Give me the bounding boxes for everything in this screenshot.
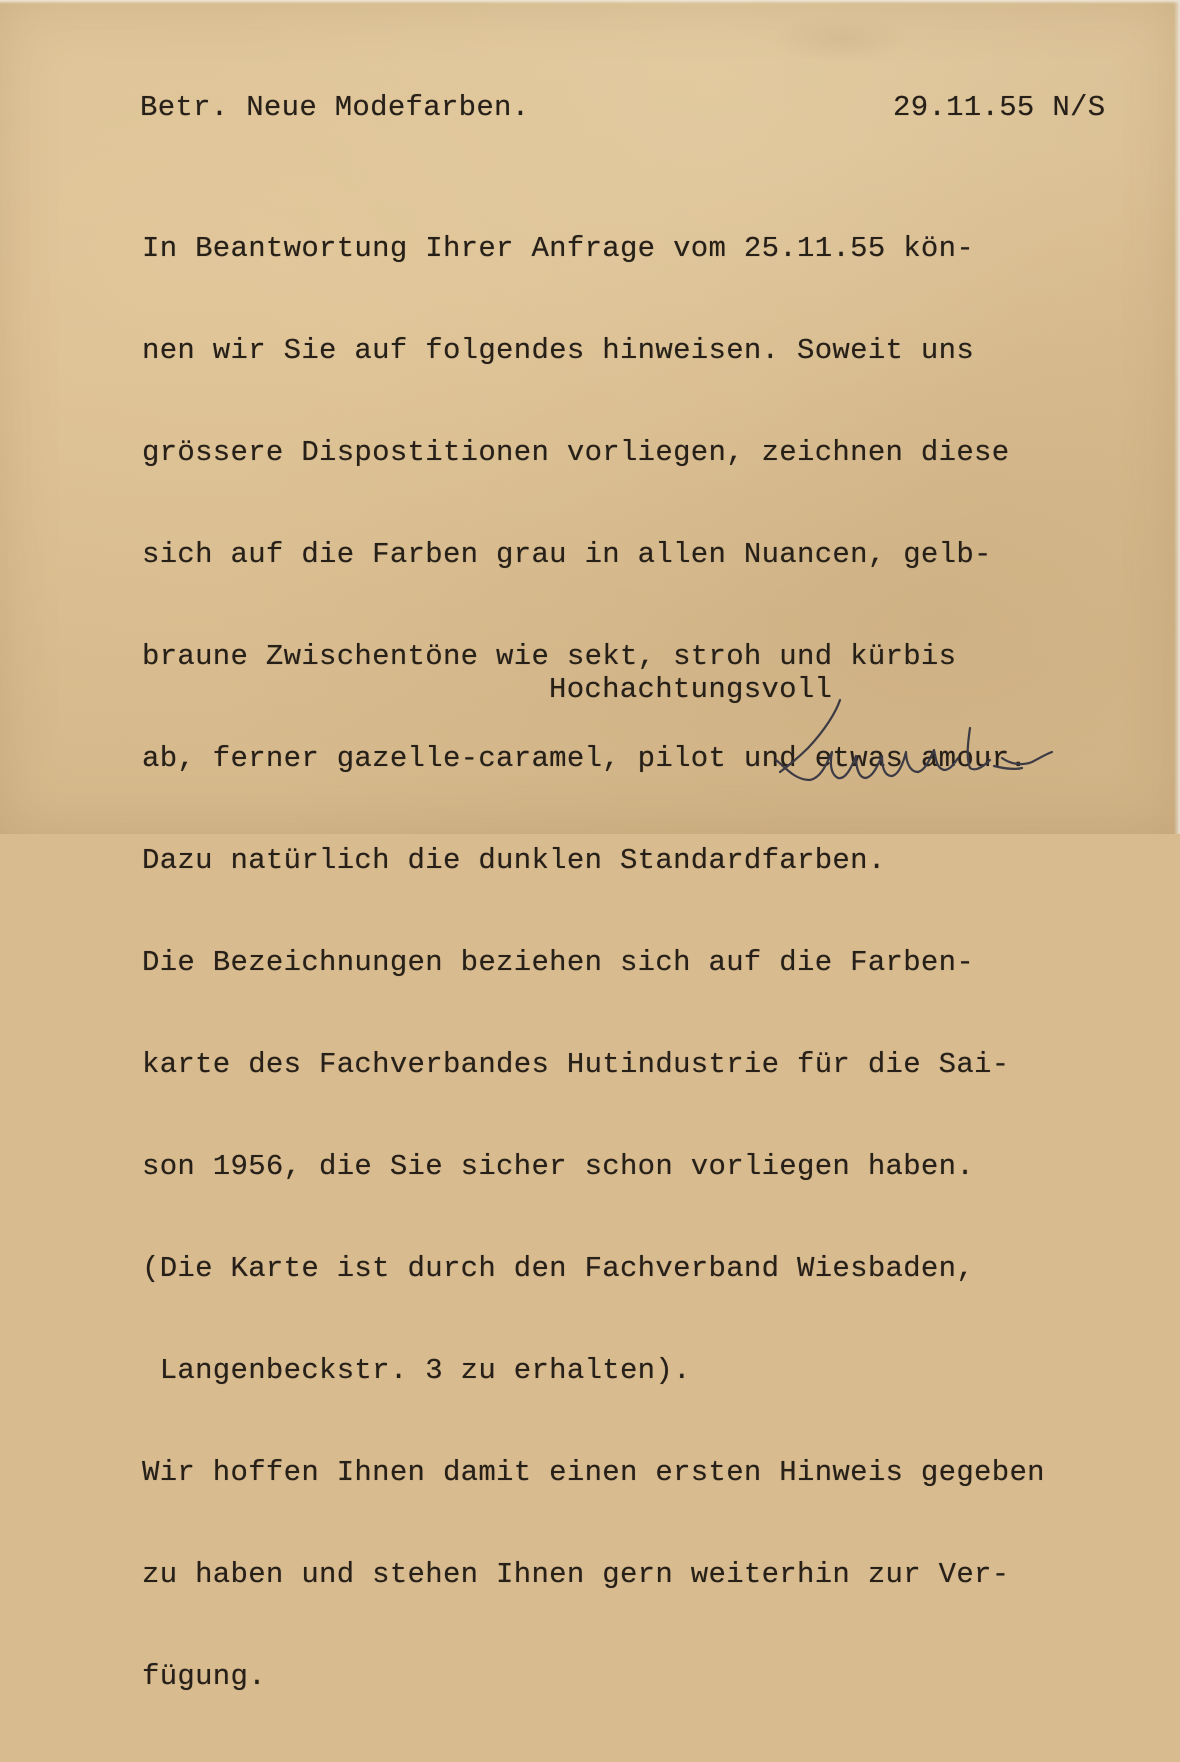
body-line: braune Zwischentöne wie sekt, stroh und kürbis	[142, 640, 957, 673]
body-line: Langenbeckstr. 3 zu erhalten).	[142, 1354, 691, 1387]
paper-smudge	[770, 14, 910, 64]
letter-subject: Betr. Neue Modefarben.	[140, 91, 530, 124]
body-line: Dazu natürlich die dunklen Standardfarben.	[142, 844, 886, 877]
body-line: nen wir Sie auf folgendes hinweisen. Soweit uns	[142, 334, 975, 367]
body-line: son 1956, die Sie sicher schon vorliegen haben.	[142, 1150, 975, 1183]
body-line: In Beantwortung Ihrer Anfrage vom 25.11.55 kön-	[142, 232, 975, 265]
body-line: grössere Dispostitionen vorliegen, zeichnen diese	[142, 436, 1010, 469]
body-line: karte des Fachverbandes Hutindustrie für die Sai-	[142, 1048, 1010, 1081]
letter-body	[142, 164, 1045, 1762]
body-line: (Die Karte ist durch den Fachverband Wiesbaden,	[142, 1252, 975, 1285]
body-line: zu haben und stehen Ihnen gern weiterhin zur Ver-	[142, 1558, 1010, 1591]
paper-edge-top	[0, 0, 1180, 4]
letter-closing: Hochachtungsvoll	[549, 673, 833, 706]
body-line: sich auf die Farben grau in allen Nuancen, gelb-	[142, 538, 992, 571]
handwritten-signature-icon	[770, 700, 1060, 800]
letter-reference-date: 29.11.55 N/S	[893, 91, 1106, 124]
body-line: Die Bezeichnungen beziehen sich auf die Farben-	[142, 946, 975, 979]
body-line: fügung.	[142, 1660, 266, 1693]
paper-edge-right	[1174, 0, 1180, 834]
body-line: ab, ferner gazelle-caramel, pilot und etwas amour.	[142, 742, 1028, 775]
body-line: Wir hoffen Ihnen damit einen ersten Hinweis gegeben	[142, 1456, 1045, 1489]
